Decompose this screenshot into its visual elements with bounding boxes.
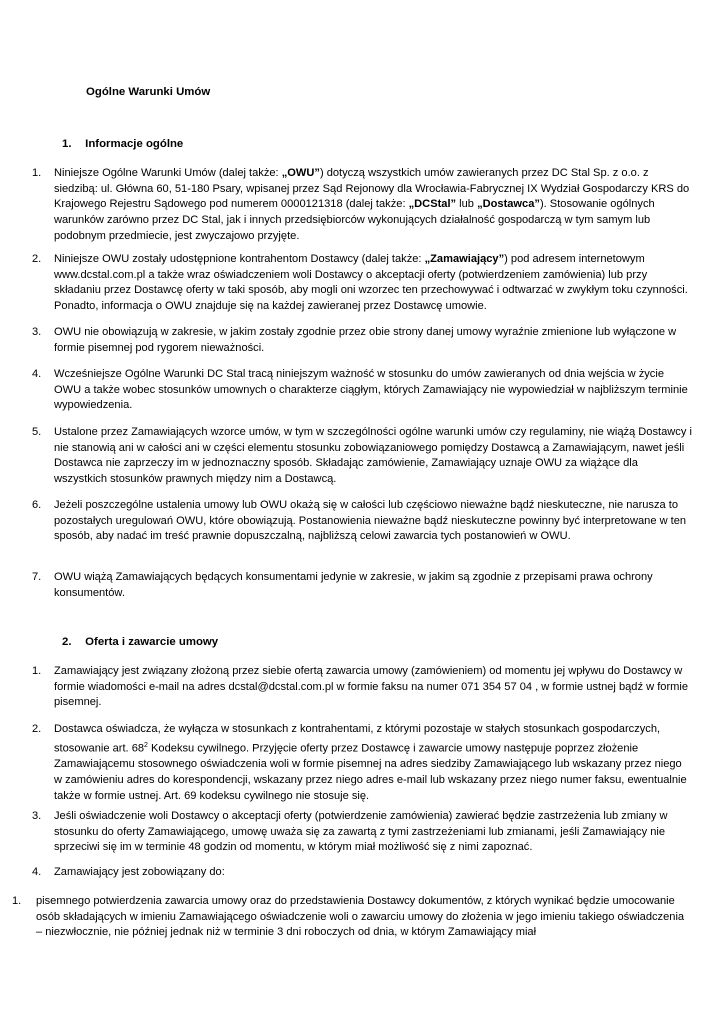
list-item xyxy=(32,809,692,856)
item-number: 1. xyxy=(32,665,42,677)
list-item xyxy=(32,664,692,711)
list-item xyxy=(32,498,692,545)
item-text: Ustalone przez Zamawiających wzorce umów, w tym w szczególności ogólne warunki umów czy regulaminy, nie wiążą Dostawcy i nie stanowią ani w całości ani w części elementu stosunku zobowiązaniowego pomiędzy Dostawcą a Zamawiającym, nawet jeśli Dostawca nie zaprzeczy im w jednoznaczny sposób. Składając zamówienie, Zamawiający uznaje OWU za wiążące dla wszystkich stosunków prawnych między nim a Dostawcą. xyxy=(54,426,692,486)
item-text: Zamawiający jest związany złożoną przez siebie ofertą zawarcia umowy (zamówieniem) od momentu jej wpływu do Dostawcy w formie wiadomości e-mail na adres dcstal@dcstal.com.pl w formie faksu na numer 071 354 57 04 , w formie ustnej bądź w formie pisemnej. xyxy=(54,665,689,709)
item-number: 3. xyxy=(32,810,42,822)
item-text: Niniejsze Ogólne Warunki Umów (dalej także: „OWU”) dotyczą wszystkich umów zawieranych przez DC Stal Sp. z o.o. z siedzibą: ul. Główna 60, 51-180 Psary, wpisanej przez Sąd Rejonowy dla Wrocławia-Fabrycznej IX Wydział Gospodarczy KRS do Krajowego Rejestru Sądowego pod numerem 0000121318 (dalej także: „DCStal” lub „Dostawca”). Stosowanie ogólnych warunków zarówno przez DC Stal, jak i innych przedsiębiorców wykonujących działalność gospodarczą w tym samym lub podobnym przedmiecie, jest zwyczajowo przyjęte. xyxy=(54,167,690,242)
item-number: 2. xyxy=(32,723,42,735)
item-number: 1. xyxy=(12,895,22,907)
document-title: Ogólne Warunki Umów xyxy=(86,86,211,98)
item-text: pisemnego potwierdzenia zawarcia umowy oraz do przedstawienia Dostawcy dokumentów, z których wynikać będzie umocowanie osób składających w imieniu Zamawiającego oświadczenie woli o zawarciu umowy do złożenia w jego imieniu takiego oświadczenia – niezwłocznie, nie później jednak niż w terminie 3 dni roboczych od dnia, w którym Zamawiający miał xyxy=(36,895,685,939)
section-heading-2 xyxy=(62,636,218,648)
section-title: Oferta i zawarcie umowy xyxy=(85,636,219,648)
list-item xyxy=(32,325,692,356)
item-number: 4. xyxy=(32,368,42,380)
item-number: 1. xyxy=(32,167,42,179)
sub-list-item xyxy=(12,894,692,941)
item-number: 4. xyxy=(32,866,42,878)
section-number: 1. xyxy=(62,138,72,150)
list-item xyxy=(32,570,692,601)
list-item xyxy=(32,722,692,804)
item-number: 6. xyxy=(32,499,42,511)
item-text: Zamawiający jest zobowiązany do: xyxy=(54,866,225,878)
list-item xyxy=(32,166,692,245)
list-item xyxy=(32,252,692,315)
list-item xyxy=(32,367,692,414)
item-text: Dostawca oświadcza, że wyłącza w stosunkach z kontrahentami, z którymi pozostaje w stałych stosunkach gospodarczych, stosowanie art. $68^2$ Kodeksu cywilnego. Przyjęcie oferty przez Dostawcę i zawarcie umowy następuje poprzez złożenie Zamawiającemu stosownego oświadczenia woli w formie pisemnej na adres siedziby Zamawiającego lub wskazany przez niego w zamówieniu adres do korespondencji, wskazany przez niego adres e-mail lub wskazany przez niego numer faksu, ewentualnie także w formie ustnej. Art. 69 kodeksu cywilnego nie stosuje się. xyxy=(54,723,687,802)
item-text: Wcześniejsze Ogólne Warunki DC Stal tracą niniejszym ważność w stosunku do umów zawieranych od dnia wejścia w życie OWU a także wobec stosunków umownych o charakterze ciągłym, których Zamawiający nie wypowiedział w najbliższym terminie wypowiedzenia. xyxy=(54,368,688,412)
section-title: Informacje ogólne xyxy=(85,138,184,150)
item-text: Jeśli oświadczenie woli Dostawcy o akceptacji oferty (potwierdzenie zamówienia) zawierać będzie zastrzeżenia lub zmiany w stosunku do oferty Zamawiającego, umowę uważa się za zawartą z tymi zastrzeżeniami lub zmianami, jeśli Zamawiający nie sprzeciwi się im w terminie 48 godzin od momentu, w którym miał możliwość się z nimi zapoznać. xyxy=(54,810,668,854)
item-text: Niniejsze OWU zostały udostępnione kontrahentom Dostawcy (dalej także: „Zamawiający”) pod adresem internetowym www.dcstal.com.pl a także wraz oświadczeniem woli Dostawcy o akceptacji oferty (potwierdzeniem zamówienia) lub przy składaniu przez Dostawcę oferty w taki sposób, aby mogli oni wzorzec ten przechowywać i odtwarzać w zwykłym toku czynności. Ponadto, informacja o OWU znajduje się na każdej zawieranej przez Dostawcę umowie. xyxy=(54,253,688,313)
item-text: Jeżeli poszczególne ustalenia umowy lub OWU okażą się w całości lub częściowo nieważne bądź nieskuteczne, nie narusza to pozostałych uregulowań OWU, które obowiązują. Postanowienia nieważne bądź nieskuteczne powinny być interpretowane w ten sposób, aby nadać im treść prawnie dopuszczalną, najbliższą celowi zawarcia tych postanowień w OWU. xyxy=(54,499,687,543)
item-number: 2. xyxy=(32,253,42,265)
section-heading-1 xyxy=(62,138,183,150)
list-item xyxy=(32,425,692,488)
item-number: 5. xyxy=(32,426,42,438)
item-number: 7. xyxy=(32,571,42,583)
list-item xyxy=(32,865,692,881)
item-text: OWU nie obowiązują w zakresie, w jakim zostały zgodnie przez obie strony danej umowy wyraźnie zmienione lub wyłączone w formie pisemnej pod rygorem nieważności. xyxy=(54,326,677,354)
item-number: 3. xyxy=(32,326,42,338)
section-number: 2. xyxy=(62,636,72,648)
item-text: OWU wiążą Zamawiających będących konsumentami jedynie w zakresie, w jakim są zgodnie z przepisami prawa ochrony konsumentów. xyxy=(54,571,653,599)
